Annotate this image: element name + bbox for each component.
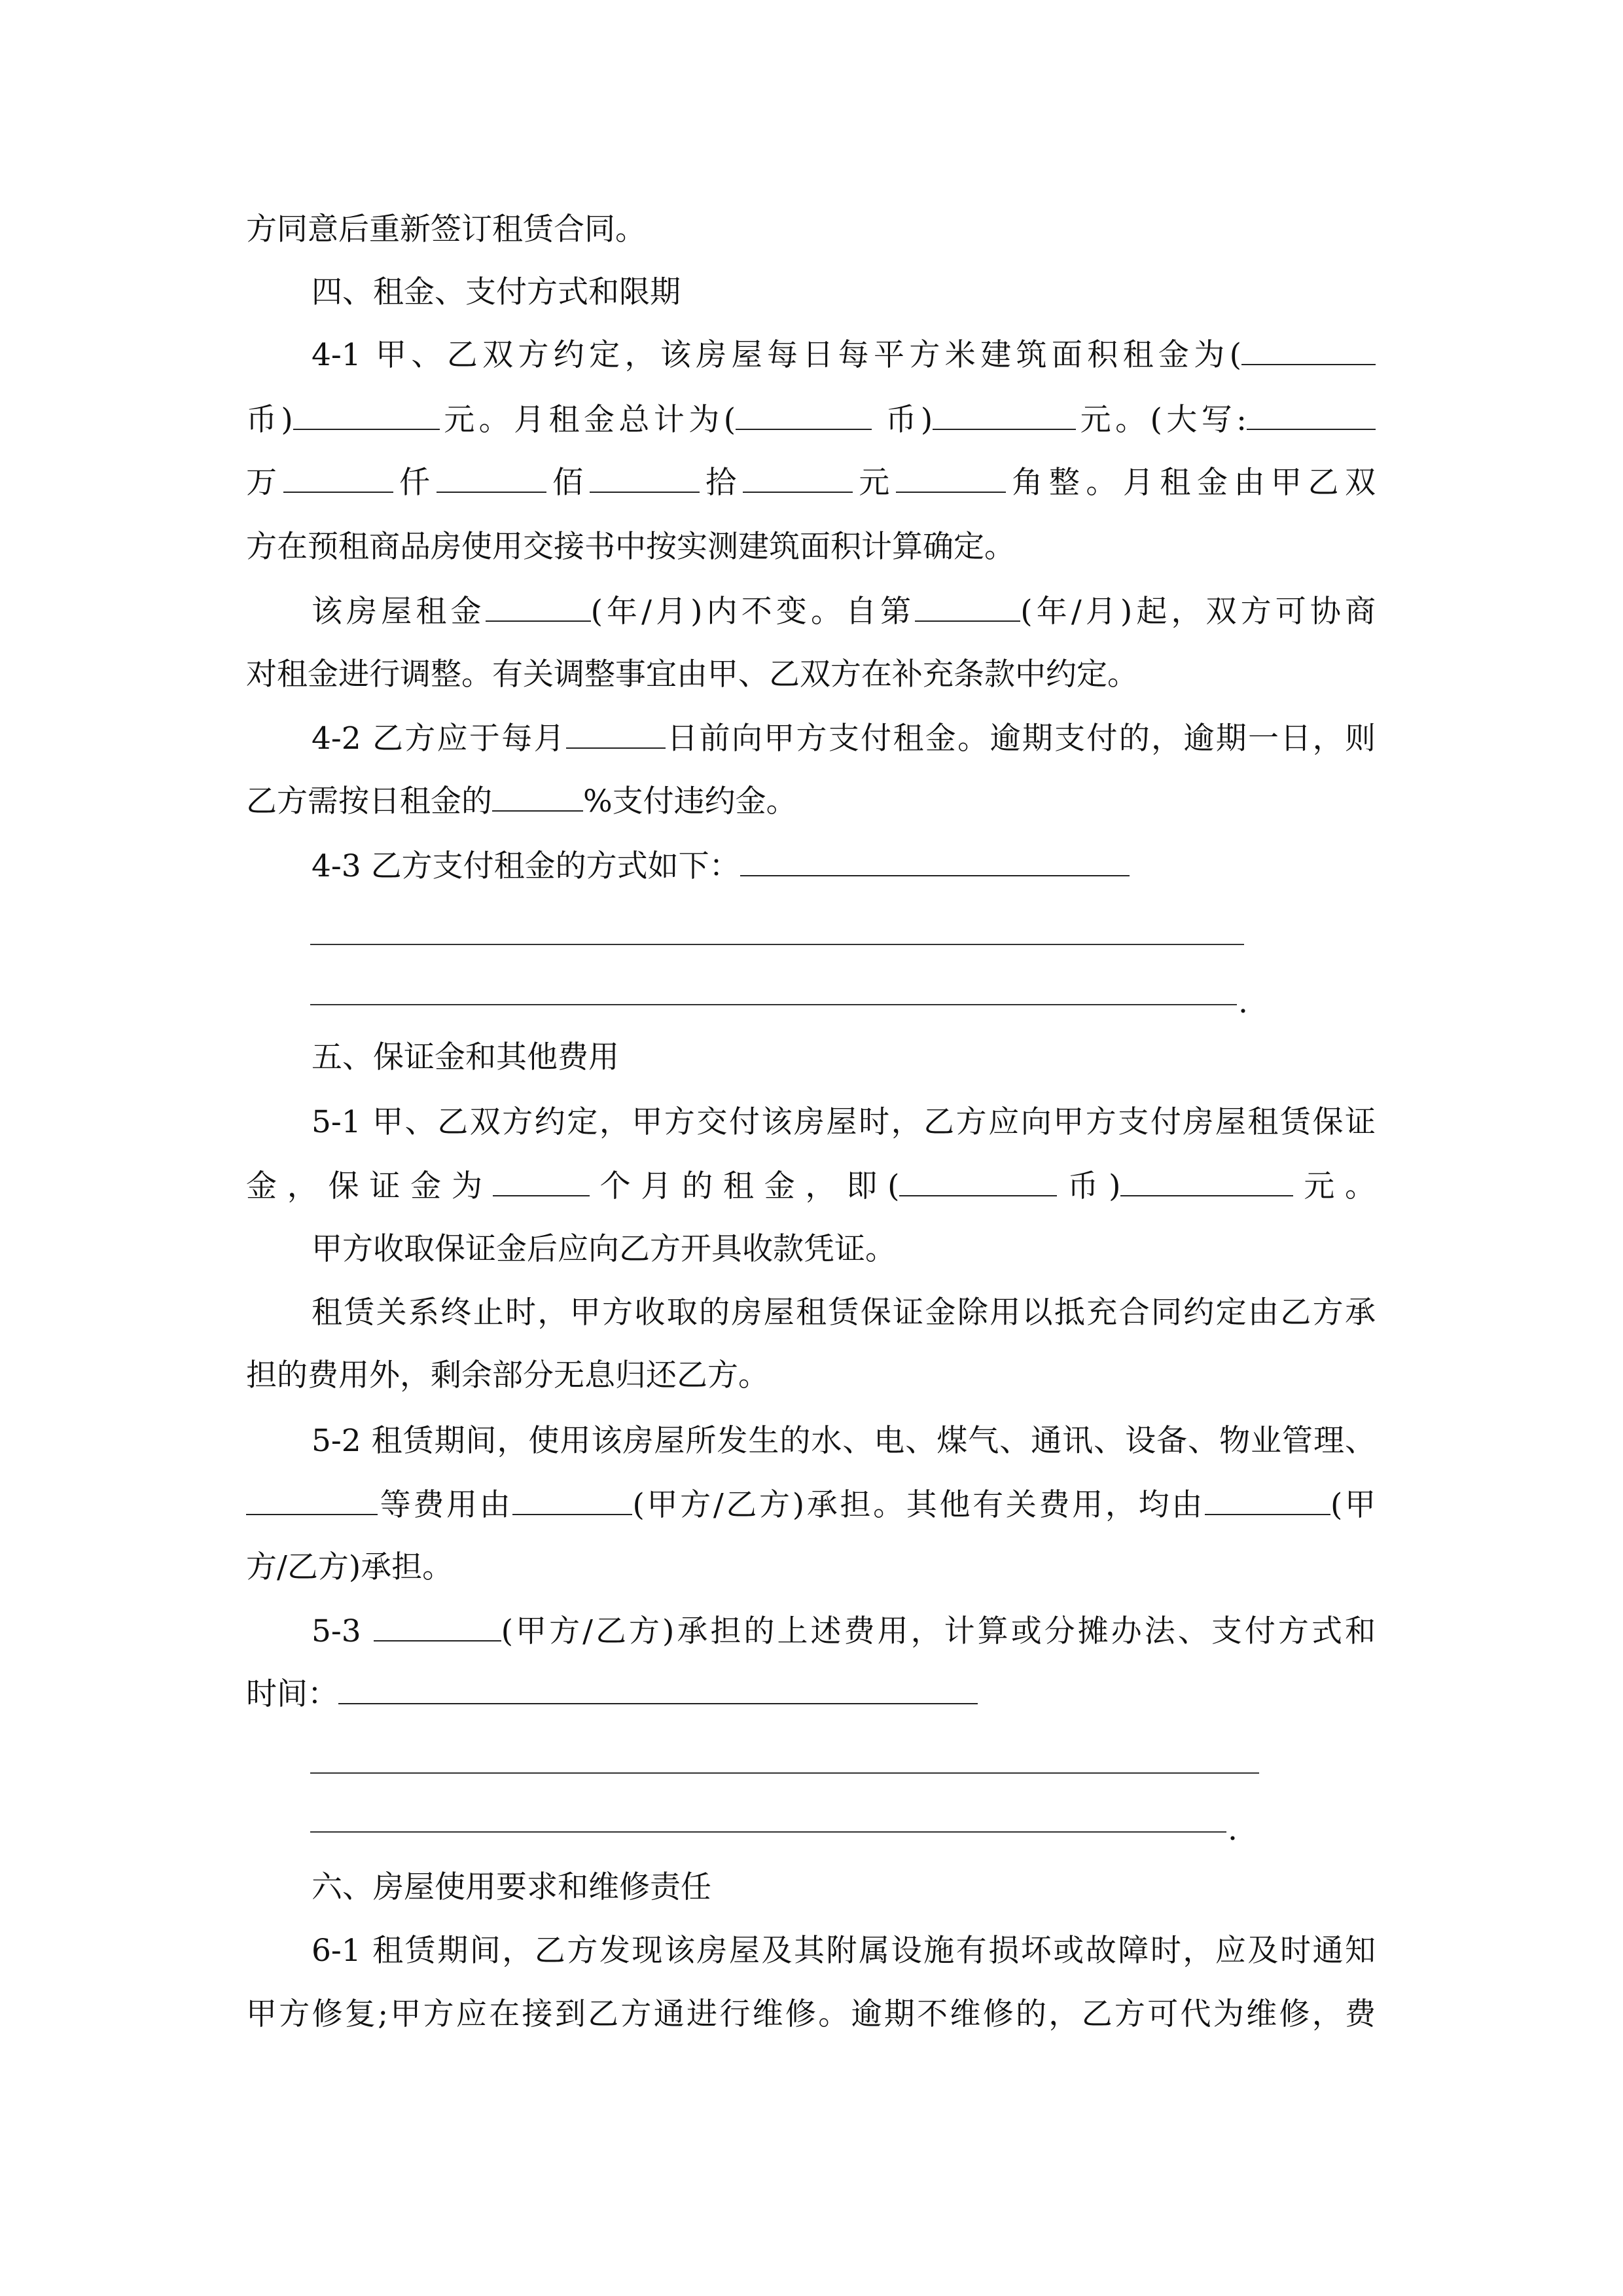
text: 金，保证金为 [246,1168,493,1204]
blank-field[interactable] [1241,338,1376,365]
heading-text: 四、租金、支付方式和限期 [312,274,681,310]
blank-field[interactable] [743,465,853,493]
text: 4-2 乙方应于每月 [312,721,566,757]
section-heading-4 [312,272,681,314]
blank-field[interactable] [933,403,1076,430]
text: 币) [246,402,293,438]
blank-field[interactable] [1120,1169,1293,1196]
text: (年/月)起，双方可协商 [1020,594,1376,630]
blank-field[interactable] [437,465,546,493]
text: 个月的租金，即( [589,1168,900,1204]
clause-5-1 [312,1102,1376,1143]
text: (甲方/乙方)承担。其他有关费用，均由 [632,1487,1205,1523]
blank-field[interactable] [338,1677,978,1704]
text: 对租金进行调整。有关调整事宜由甲、乙双方在补充条款中约定。 [246,656,1138,692]
text: 日前向甲方支付租金。逾期支付的，逾期一日，则 [665,721,1376,757]
text: 该房屋租金 [312,594,486,630]
paragraph-line [312,1292,1376,1334]
text: 角整。月租金由甲乙双 [1005,465,1376,501]
section-heading-5 [312,1037,619,1079]
paragraph-line [312,591,1376,633]
text: %支付违约金。 [583,783,797,819]
clause-6-1 [312,1930,1376,1972]
text: 甲方收取保证金后应向乙方开具收款凭证。 [312,1231,896,1267]
clause-5-3 [312,1611,1376,1653]
blank-field[interactable] [915,594,1020,622]
blank-line[interactable] [310,944,1244,945]
text: 币) [1057,1168,1121,1204]
text: 甲方修复;甲方应在接到乙方通进行维修。逾期不维修的，乙方可代为维修，费 [246,1996,1376,2032]
text: 租赁关系终止时，甲方收取的房屋租赁保证金除用以抵充合同约定由乙方承 [312,1295,1376,1331]
section-heading-6 [312,1867,711,1909]
period [1228,1809,1238,1851]
text: . [1228,1812,1238,1848]
paragraph-line [246,1994,1376,2036]
text: 方/乙方)承担。 [246,1549,454,1585]
text: 仟 [393,465,437,501]
text: 5-2 租赁期间，使用该房屋所发生的水、电、煤气、通讯、设备、物业管理、 [312,1423,1376,1459]
paragraph-line [246,526,1015,568]
clause-5-2 [312,1420,1376,1462]
text: (年/月)内不变。自第 [590,594,916,630]
paragraph-line [312,1229,896,1270]
clause-4-3 [312,846,1130,888]
text: 拾 [699,465,743,501]
blank-field[interactable] [512,1488,632,1515]
text: (甲方/乙方)承担的上述费用，计算或分摊办法、支付方式和 [501,1613,1376,1649]
paragraph-line [246,1355,769,1397]
text: 4-1 甲、乙双方约定，该房屋每日每平方米建筑面积租金为( [312,337,1241,373]
blank-field[interactable] [246,1488,378,1515]
blank-field[interactable] [566,721,666,749]
paragraph-line [246,1547,453,1588]
blank-field[interactable] [293,403,440,430]
paragraph-line [246,654,1138,696]
text: 4-3 乙方支付租金的方式如下： [312,848,740,884]
paragraph-line [246,1484,1376,1526]
paragraph-line [246,1674,978,1715]
blank-field[interactable] [736,403,872,430]
text: . [1238,984,1248,1020]
blank-line[interactable] [310,1004,1237,1005]
blank-line[interactable] [310,1772,1259,1774]
paragraph-line [246,1166,1376,1208]
text: 5-1 甲、乙双方约定，甲方交付该房屋时，乙方应向甲方支付房屋租赁保证 [312,1104,1376,1140]
blank-field[interactable] [1205,1488,1330,1515]
text: 担的费用外，剩余部分无息归还乙方。 [246,1357,769,1393]
text: 等费用由 [378,1487,513,1523]
text: 乙方需按日租金的 [246,783,492,819]
blank-field[interactable] [493,1169,590,1196]
period [1238,982,1248,1024]
text: 元。(大写: [1076,402,1247,438]
text: (甲 [1330,1487,1376,1523]
blank-field[interactable] [740,849,1130,876]
paragraph-line [246,462,1376,504]
blank-field[interactable] [590,465,700,493]
text: 元 [852,465,896,501]
text: 万 [246,465,283,501]
text: 元。 [1293,1168,1376,1204]
text: 币) [872,402,933,438]
clause-4-1 [312,334,1376,376]
blank-field[interactable] [1247,403,1376,430]
paragraph-line [246,209,646,251]
text: 方在预租商品房使用交接书中按实测建筑面积计算确定。 [246,529,1015,565]
text: 元。月租金总计为( [439,402,736,438]
paragraph-line [246,781,797,823]
text: 方同意后重新签订租赁合同。 [246,211,646,247]
heading-text: 五、保证金和其他费用 [312,1039,619,1075]
blank-line[interactable] [310,1831,1226,1833]
clause-4-2 [312,718,1376,760]
blank-field[interactable] [283,465,393,493]
blank-field[interactable] [374,1614,501,1641]
paragraph-line [246,399,1376,441]
text: 时间： [246,1676,338,1712]
blank-field[interactable] [896,465,1006,493]
heading-text: 六、房屋使用要求和维修责任 [312,1869,711,1905]
text: 佰 [546,465,590,501]
text: 5-3 [312,1613,374,1649]
blank-field[interactable] [899,1169,1057,1196]
text: 6-1 租赁期间，乙方发现该房屋及其附属设施有损坏或故障时，应及时通知 [312,1933,1376,1969]
blank-field[interactable] [492,784,583,812]
blank-field[interactable] [486,594,591,622]
